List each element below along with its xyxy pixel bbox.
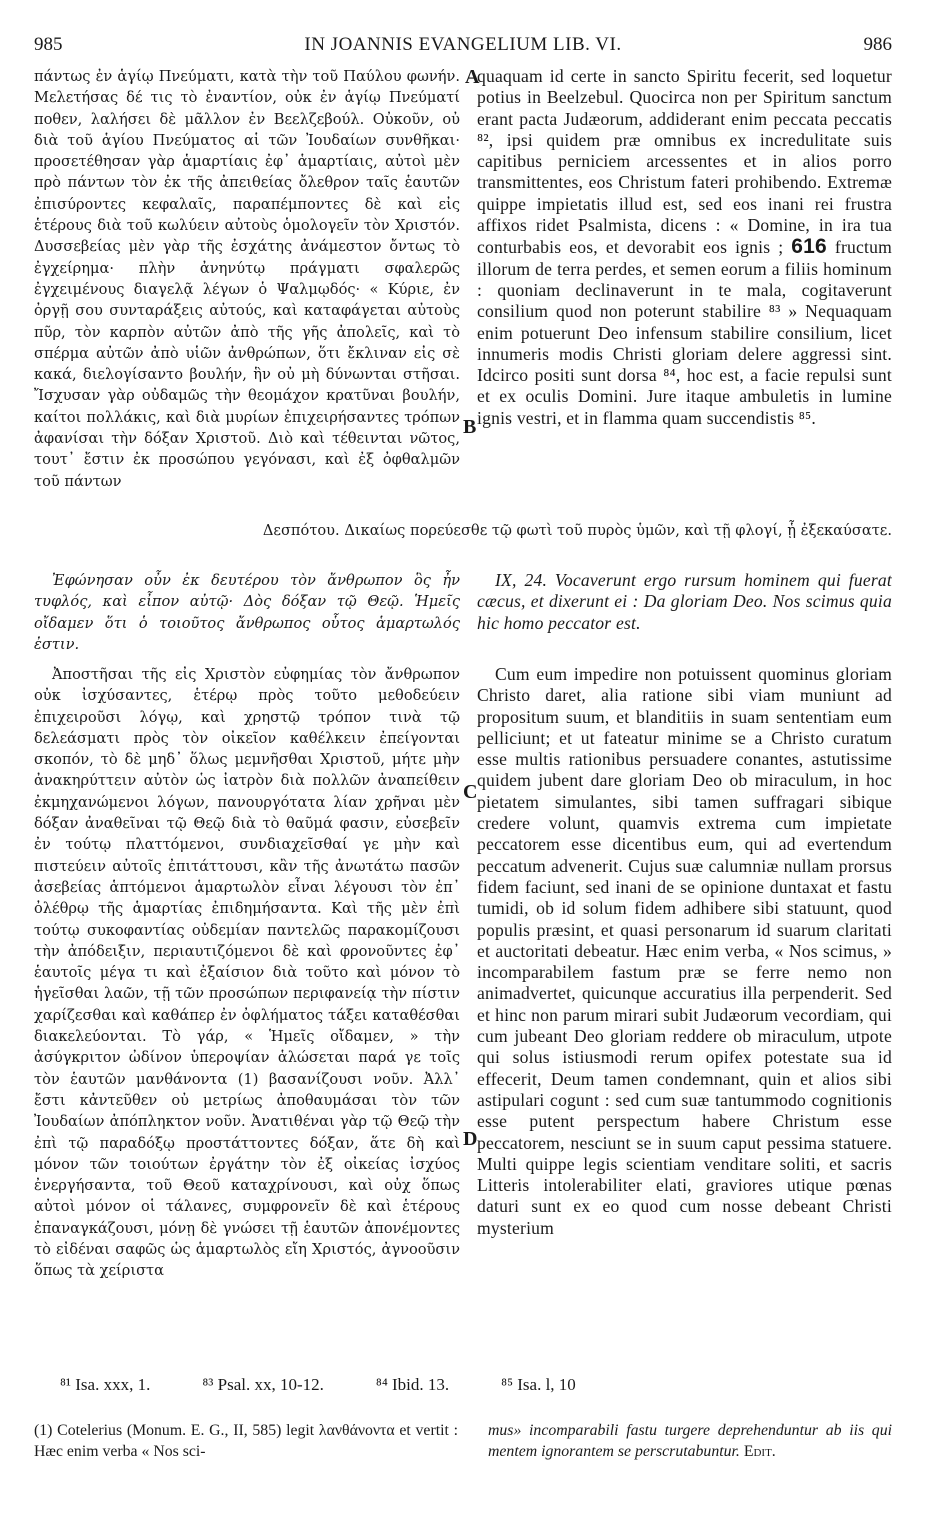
greek-verse (34, 570, 460, 662)
editorial-note-left: (1) Cotelerius (Monum. E. G., II, 585) legit λανθάνοντα et vertit : Hæc enim verba « Nos sci- (34, 1422, 458, 1460)
latin-column-top (477, 66, 892, 524)
latin-column-bottom (477, 664, 892, 1356)
running-title: IN JOANNIS EVANGELIUM LIB. VI. (304, 34, 622, 55)
footnote-84: ⁸⁴ Ibid. 13. (375, 1375, 450, 1394)
margin-letter-c: C (463, 781, 478, 803)
margin-letter-a: A (465, 66, 480, 88)
greek-paragraph: πάντως ἐν ἁγίῳ Πνεύματι, κατὰ τὴν τοῦ Παύλου φωνήν. Μελετήσας δέ τις τὸ ἐναντίον, οὐκ ἐν ἁγίῳ Πνεύματί ποθεν, λαλήσει δὲ μᾶλλον ἐν Βεελζεβούλ. Οὐκοῦν, οὐ διὰ τοῦ ἁγίου Πνεύματος αἱ τῶν Ἰουδαίων συνθῆκαι· προσετέθησαν γὰρ ἁμαρτίαις ἐφ᾽ ἁμαρτίαις, αὐτοὶ μὲν πρὸ πάντων τὸν ἐκ τῆς ἀπειθείας ὄλεθρον ταῖς ἑαυτῶν ἐπισύροντες κεφαλαῖς, παραπέμποντες δὲ καὶ εἰς ἑτέρους διὰ τοῦ κωλύειν αὐτοὺς ὁμολογεῖν τὸν Χριστόν. Δυσσεβείας μὲν γὰρ τῆς ἐσχάτης ἀνάμεστον ὄντως τὸ ἐγχείρημα· πλὴν ἀνηνύτῳ πράγματι σφαλερῶς ἐγχειμένους διαγελᾷ λέγων ὁ Ψαλμῳδός· « Κύριε, ἐν ὀργῇ σου συνταράξεις αὐτούς, καὶ καταφάγεται αὐτοὺς πῦρ, τὸν καρπὸν αὐτῶν ἀπὸ τῆς γῆς ἀπολεῖς, καὶ τὸ σπέρμα αὐτῶν ἀπὸ υἱῶν ἀνθρώπων, ὅτι ἔκλιναν εἰς σὲ κακά, διελογίσαντο βουλήν, ἣν οὐ μὴ δύνωνται στῆσαι. Ἴσχυσαν γὰρ οὐδαμῶς τὴν θεομάχον κρατῦναι βουλήν, καίτοι πολλάκις, καὶ διὰ μυρίων ἐπιχειρήσαντες τρόπων ἀφανίσαι τὴν δόξαν Χριστοῦ. Διὸ καὶ τέθεινται νῶτος, τουτ᾽ ἔστιν ἐκ προσώπου γεγόνασι, καὶ ἐξ ὀφθαλμῶν τοῦ πάντων (34, 68, 460, 490)
greek-commentary: Ἀποστῆσαι τῆς εἰς Χριστὸν εὐφημίας τὸν ἄνθρωπον οὐκ ἰσχύσαντες, ἑτέρῳ πρὸς τοῦτο μεθοδεύειν ἐπιχειροῦσι λόγῳ, καὶ χρηστῷ τρόπον τινὰ τῷ δελεάσματι πρὸς τὸν οἰκεῖον καθέλκειν ἐπείγονται σκοπόν, τὸ δὲ μηδ᾽ ὅλως μεμνῆσθαι Χριστοῦ, μήτε μὴν ἀνακηρύττειν αὐτὸν ὡς ἰατρὸν διὰ πολλῶν ἀναπείθειν ἐκμηχανώμενοι λόγων, πανουργότατα λίαν χρῆναι μὲν δόξαν ἀναθεῖναι τῷ Θεῷ διὰ τὸ θαῦμά φασιν, εὐσεβεῖν ἐν τούτῳ πλαττόμενοι, συνδιαχεῖσθαί γε μὴν καὶ πιστεύειν αὐτοῖς ἐπιτάττουσι, κἂν τῆς ἀνωτάτω πασῶν ἀσεβείας ἁπτόμενοι ἁμαρτωλὸν εἶναι λέγουσι τὸν ἐπ᾽ ὀλέθρῳ τῆς ἁμαρτίας ἐπιδημήσαντα. Καὶ τῆς μὲν ἐπὶ τούτῳ συκοφαντίας οὐδεμίαν παντελῶς παρακομίζουσι τὴν ἀπόδειξιν, περιαυτιζόμενοι δὲ καὶ φρονοῦντες ἐφ᾽ ἑαυτοῖς μέγα τι καὶ ἐξαίσιον διὰ τοῦτο καὶ μόνον τὸ ἡγεῖσθαι λαῶν, τῇ τῶν προσώπων περιφανείᾳ τὴν πίστιν χαρίζεσθαι καὶ καθάπερ ἐν ὀφλήματος τάξει καταθέσθαι διακελεύονται. Τὸ γάρ, « Ἡμεῖς οἴδαμεν, » τὴν ἀσύγκριτον ὠδίνον ὑπεροψίαν ἁλώσεται παρά γε τοῖς τὸν ἑαυτῶν μανθάνοντα (1) βασανίζουσι νοῦν. Ἀλλ᾽ ἔστι κἀντεῦθεν οὐ μετρίως ἀποθαυμάσαι τὸν τῶν Ἰουδαίων ἀπόπληκτον νοῦν. Ἀνατιθέναι γὰρ τῷ Θεῷ τὴν ἐπὶ τῷ παραδόξῳ προστάττοντες δόξαν, ἅτε δὴ καὶ μόνον τῶν τοιούτων ἐργάτην τὸν ἐξ οἰκείας ἰσχύος ἐνεργήσαντα, τοῦ Θεοῦ καταχρίνουσι, καὶ οὐχ ὅπως αὐτοὶ μόνον οἱ τάλανες, συμφρονεῖν δὲ καὶ ἑτέρους ἐπαναγκάζουσι, μόνῃ δὲ γνώσει τῇ ἑαυτῶν ἀπονέμοντες τὸ εἰδέναι σαφῶς ὡς ἁμαρτωλὸς εἴη Χριστός, ἀγνοοῦσιν ὅπως τὰ χείριστα (34, 666, 460, 1280)
latin-paragraph: quaquam id certe in sancto Spiritu fecerit, sed loquetur potius in Beelzebul. Quocirca non per Spiritum sanctum erant pacta Judæorum, addiderant enim peccata peccatis ⁸², ipsi quidem præ omnibus ex incredulitate suis capitibus perniciem arcessentes et in alios porro transmittentes, eos Christum fateri prohibendo. Extremæ quippe impietatis illud est, sed eos inani rei frustra affixos ridet Psalmista, dicens : « Domine, in ira tua conturbabis eos, et devorabit eos ignis ; 616 fructum illorum de terra perdes, et semen eorum a filiis hominum : quoniam declinaverunt in te mala, cogitaverunt consilium quod non poterunt stabilire ⁸³ » Nequaquam enim potuerunt Deo infensum stabilire consilium, licet innumeris modis Christi gloriam delere aggressi sint. Idcirco positi sunt dorsa ⁸⁴, hoc est, a facie repulsi sunt et ex oculis Domini. Jure itaque ambuletis in lumine ignis vestri, et in flamma quam succendistis ⁸⁵. (477, 66, 892, 428)
footnote-85: ⁸⁵ Isa. l, 10 (501, 1375, 576, 1394)
page-header (34, 34, 892, 60)
page-number-right: 986 (863, 34, 892, 55)
editorial-note-right: mus» incomparabili fastu turgere deprehenduntur ab iis qui mentem ignorantem se perscrutabuntur. Edit. (488, 1422, 892, 1460)
latin-verse-text: IX, 24. Vocaverunt ergo rursum hominem qui fuerat cæcus, et dixerunt ei : Da gloriam Deo. Nos scimus quia hic homo peccator est. (477, 570, 892, 633)
margin-letter-d: D (463, 1128, 478, 1150)
footnote-83: ⁸³ Psal. xx, 10-12. (202, 1375, 324, 1394)
greek-column-top (34, 66, 460, 524)
greek-continuation (34, 520, 892, 566)
column-number: 616 (791, 235, 827, 259)
footnote-81: ⁸¹ Isa. xxx, 1. (60, 1375, 151, 1394)
margin-letter-b: B (463, 416, 477, 438)
greek-tail: Δεσπότου. Δικαίως πορεύεσθε τῷ φωτὶ τοῦ πυρὸς ὑμῶν, καὶ τῇ φλογί, ᾗ ἐξεκαύσατε. (262, 522, 892, 539)
greek-column-bottom (34, 664, 460, 1356)
latin-commentary: Cum eum impedire non potuissent quominus gloriam Christo daret, alia ratione sibi viam muniunt ad propositum suum, et blanditiis in suam sententiam eum pelliciunt; et ut fateatur minime se a Christo curatum esse multis rationibus persuadere conantes, astutissime quidem jubent dare gloriam Deo ob miraculum, in hoc pietatem simulantes, sibi tamen suffragari sibique credere volunt, quamvis extrema cum impietate peccatorem esse dicentibus eum, qui ad evertendum peccatum advenerit. Cujus suæ calumniæ nullam prorsus fidem faciunt, sed inani de se opinione duntaxat et fastu tumidi, ob id solum fidem adhibere sibi statuunt, quod populis præsint, et quasi personarum id suarum claritati et auctoritati debeatur. Hæc enim verba, « Nos scimus, » incomparabilem fastum præ se ferre nemo non animadvertet, quicunque accuratius illa perpenderit. Sed et hinc non parum mirari subit Judæorum vecordiam, qui cum jubeant Deo gloriam reddere ob miraculum, utpote qui solus istiusmodi rerum opifex potestate sua id effecerit, Deum tamen condemnant, quin et alios sibi astipulari cogunt : sed cum suæ tantummodo cognitionis esse putent perspectum habere Christum esse peccatorem, nesciunt se in suum caput pessima statuere. Multi quippe legis scientiam venditare soliti, et sacris Litteris intolerabiliter elati, graviores utique pœnas daturi sunt ex eo quod cum nosse debeant Christi mysterium (477, 664, 892, 1238)
page-number-left: 985 (34, 34, 63, 55)
footnote-references (60, 1375, 900, 1395)
greek-verse-text: Ἐφώνησαν οὖν ἐκ δευτέρου τὸν ἄνθρωπον ὃς ἦν τυφλός, καὶ εἶπον αὐτῷ· Δὸς δόξαν τῷ Θεῷ. Ἡμεῖς οἴδαμεν ὅτι ὁ τοιοῦτος ἄνθρωπος οὗτος ἁμαρτωλός ἐστιν. (34, 572, 460, 653)
latin-verse (477, 570, 892, 662)
editor-signature: Edit. (743, 1443, 776, 1460)
